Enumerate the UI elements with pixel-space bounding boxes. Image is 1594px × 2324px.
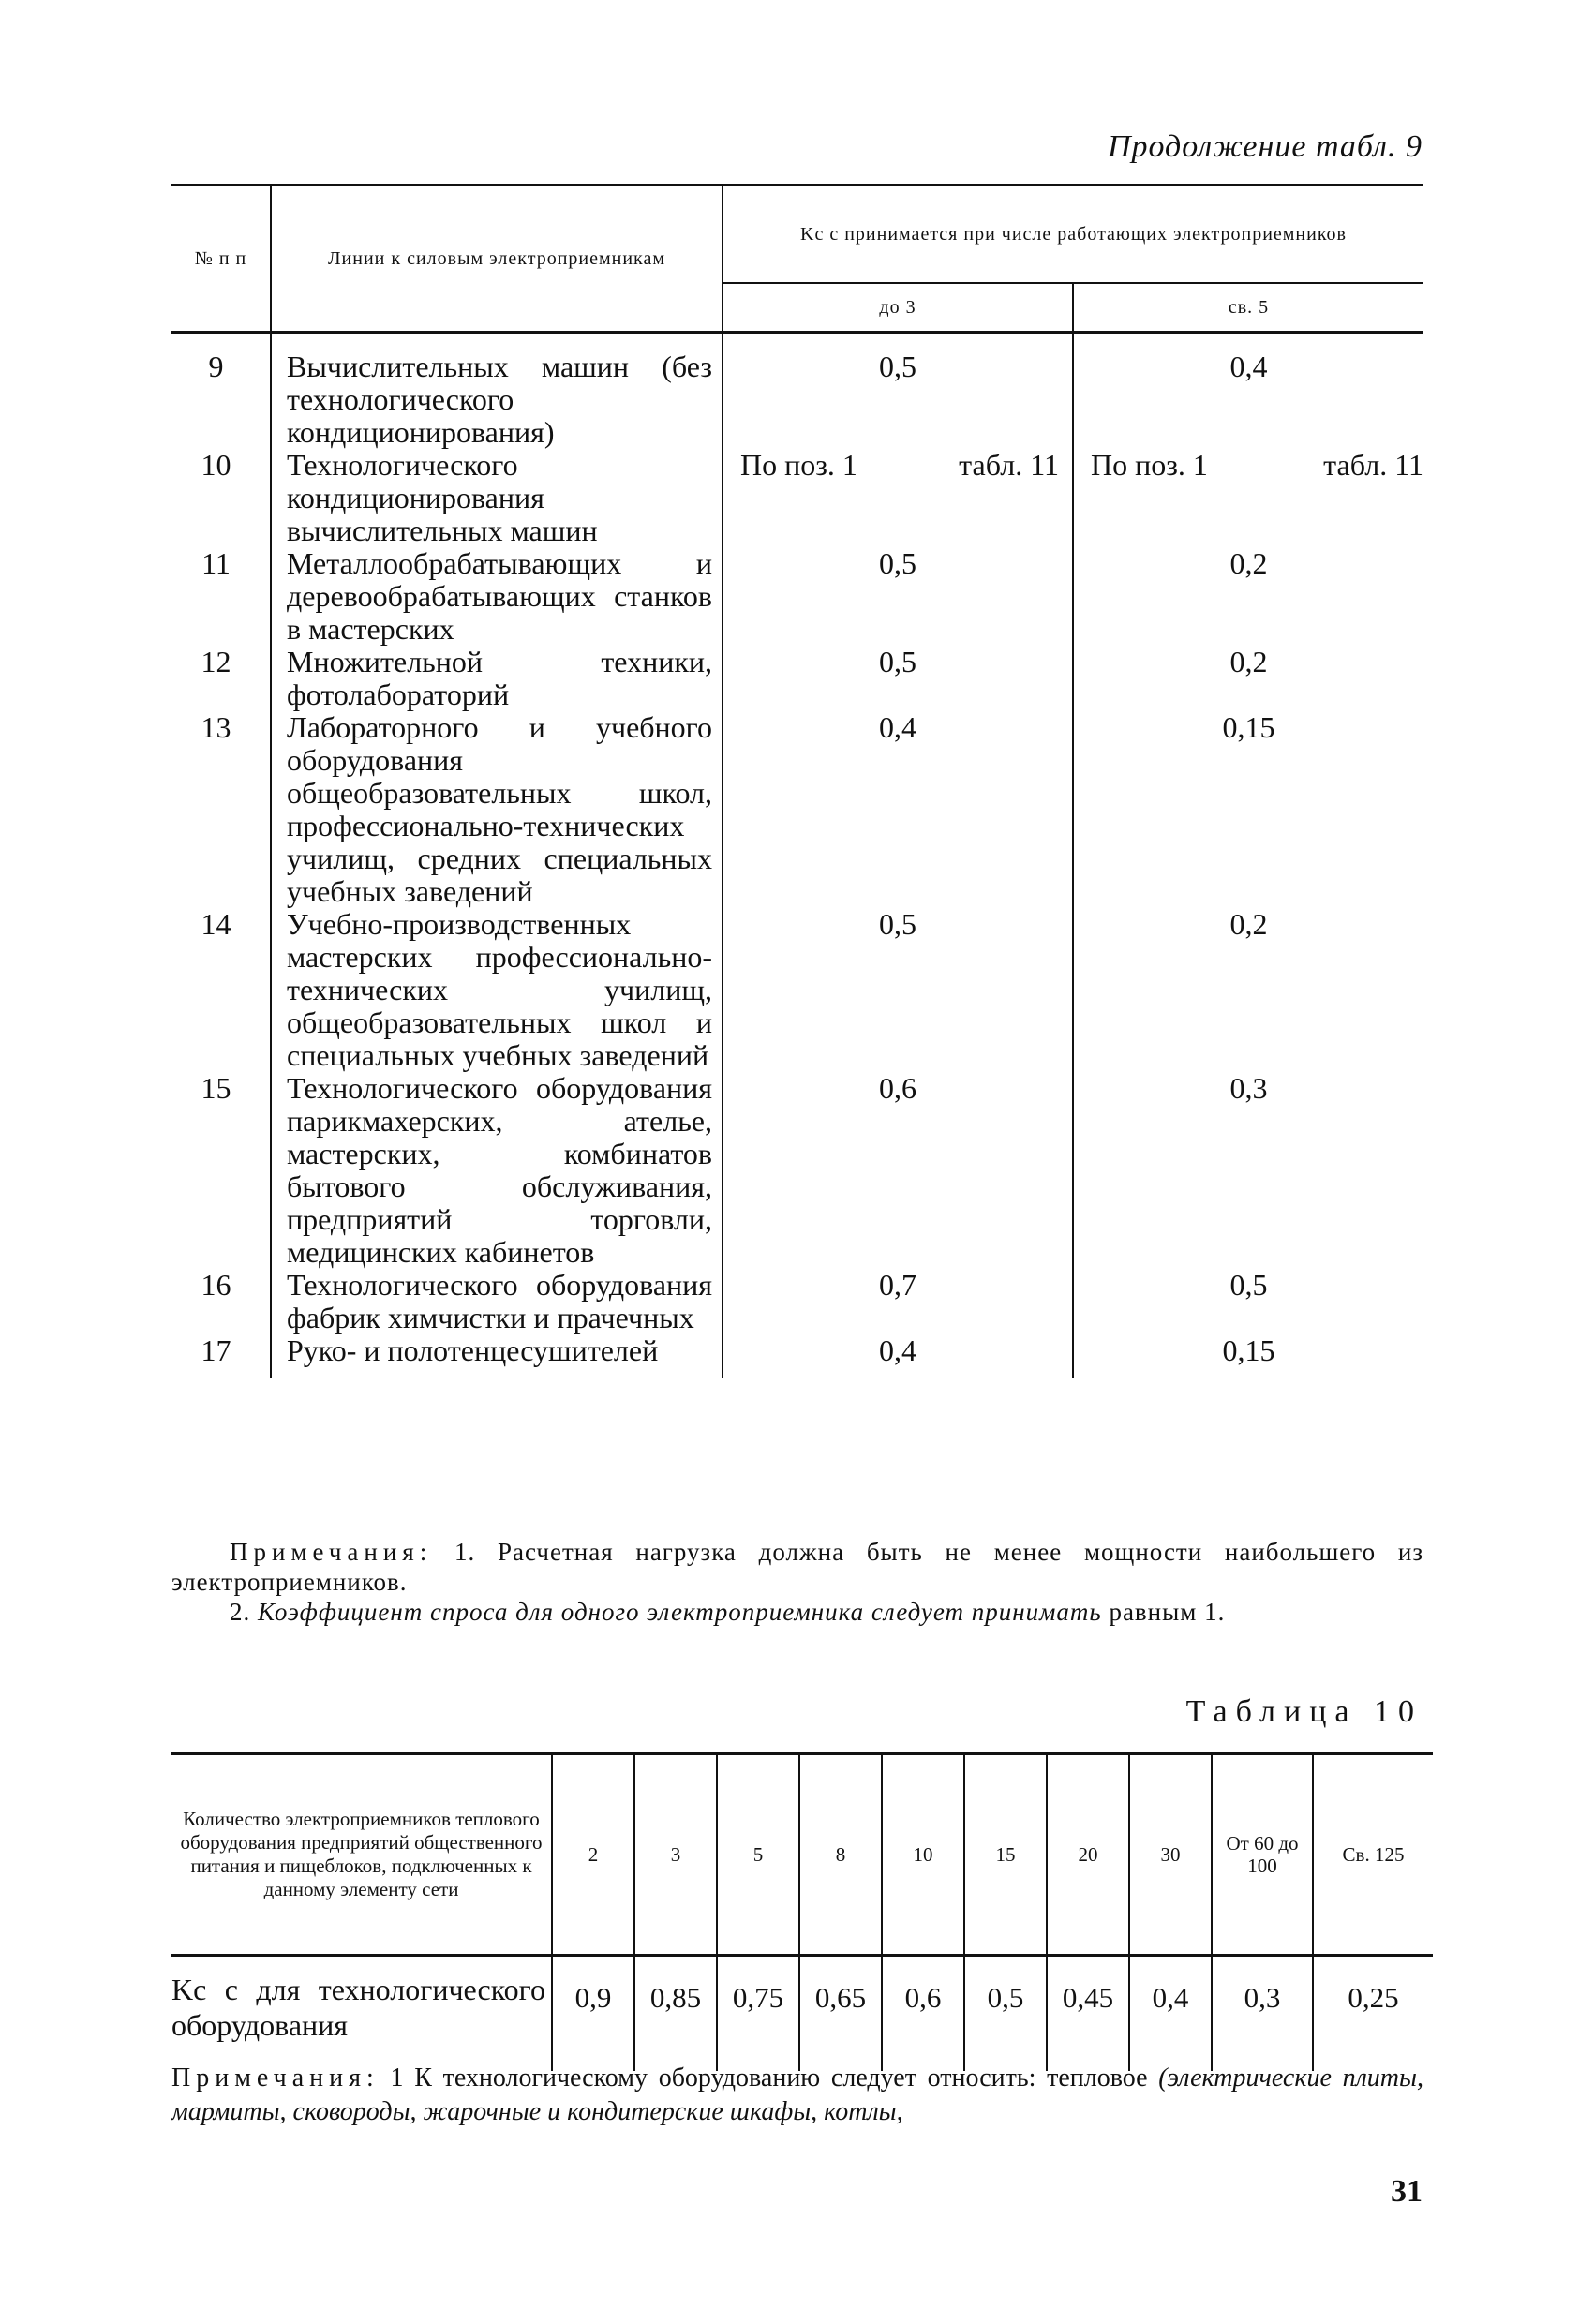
notes-table-9	[171, 1537, 1423, 1627]
ref-position: По поз. 1	[1091, 448, 1208, 482]
row-number: 9	[208, 350, 224, 383]
row-number: 10	[201, 448, 231, 482]
row-value-a: 0,7	[723, 1269, 1073, 1334]
row-value-b: 0,4	[1229, 350, 1268, 383]
row-number: 13	[201, 710, 231, 744]
row-value-a: 0,5	[723, 908, 1073, 1072]
row-value-b: 0,15	[1222, 710, 1275, 744]
row-value-a: 0,5	[723, 333, 1073, 450]
table-10-header-row	[171, 1754, 1433, 1956]
table-row	[171, 1072, 1423, 1269]
kc-value-cell: 0,9	[552, 1956, 634, 2072]
row-value-a: 0,5	[723, 646, 1073, 711]
row-number: 14	[201, 907, 231, 941]
table-10-value-row	[171, 1956, 1433, 2072]
continuation-title: Продолжение табл. 9	[1107, 129, 1423, 164]
row-value-b: 0,5	[1229, 1268, 1268, 1302]
ref-position: По поз. 1	[740, 448, 857, 482]
row-value-b	[1073, 449, 1423, 547]
row-number: 12	[201, 645, 231, 678]
header-lines: Линии к силовым электроприемникам	[271, 186, 723, 333]
count-cell: 5	[717, 1754, 799, 1956]
notes-label: Примечания:	[171, 2063, 380, 2093]
row-value-a: 0,4	[723, 1334, 1073, 1378]
row-description: Лабораторного и учебного оборудования общеобразовательных школ, профессионально-технических училищ, средних специальных учебных заведений	[271, 711, 723, 908]
header-kc-caption: Kс с принимается при числе работающих электроприемников	[723, 186, 1423, 284]
row-value-a: 0,5	[723, 547, 1073, 646]
note-text-italic: (электрические плиты, мармиты, сковороды, жарочные и кондитерские шкафы, котлы,	[171, 2063, 1423, 2126]
note-2-tail: равным 1.	[1109, 1598, 1226, 1626]
table-row	[171, 908, 1423, 1072]
table-row	[171, 333, 1423, 450]
count-cell: 8	[799, 1754, 882, 1956]
table-9	[171, 184, 1423, 1378]
row-description: Технологического оборудования фабрик химчистки и прачечных	[271, 1269, 723, 1334]
header-col-b: св. 5	[1073, 283, 1423, 333]
table-row	[171, 711, 1423, 908]
row-number: 15	[201, 1071, 231, 1105]
header-col-a: до 3	[723, 283, 1073, 333]
row-value-a	[723, 449, 1073, 547]
row-description: Руко- и полотенцесушителей	[271, 1334, 723, 1378]
row-description: Технологического кондиционирования вычислительных машин	[271, 449, 723, 547]
row-label: Kс с для технологического оборудования	[171, 1973, 545, 2042]
row-value-b: 0,2	[1229, 645, 1268, 678]
kc-value-cell: 0,4	[1129, 1956, 1212, 2072]
table-row	[171, 449, 1423, 547]
row-number: 11	[201, 546, 231, 580]
row-value-a: 0,6	[723, 1072, 1073, 1269]
notes-label: Примечания:	[230, 1538, 433, 1566]
count-cell: 15	[964, 1754, 1047, 1956]
table-row	[171, 547, 1423, 646]
row-value-b: 0,15	[1222, 1333, 1275, 1367]
note-2: Коэффициент спроса для одного электроприемника следует принимать	[258, 1598, 1102, 1626]
kc-value-cell: 0,75	[717, 1956, 799, 2072]
kc-value-cell: 0,85	[634, 1956, 717, 2072]
table-10	[171, 1752, 1433, 2071]
table-row	[171, 646, 1423, 711]
table-10-title: Таблица 10	[1185, 1694, 1423, 1729]
row-value-b: 0,3	[1229, 1071, 1268, 1105]
kc-value-cell: 0,3	[1212, 1956, 1313, 2072]
kc-value-cell: 0,65	[799, 1956, 882, 2072]
row-value-a: 0,4	[723, 711, 1073, 908]
row-value-b: 0,2	[1229, 546, 1268, 580]
count-cell: 10	[882, 1754, 964, 1956]
row-description: Технологического оборудования парикмахерских, ателье, мастерских, комбинатов бытового обслуживания, предприятий торговли, медицинских кабинетов	[271, 1072, 723, 1269]
note-text: 1 К технологическому оборудованию следует относить: тепловое	[390, 2063, 1148, 2093]
table-row	[171, 1269, 1423, 1334]
kc-value-cell: 0,6	[882, 1956, 964, 2072]
row-number: 16	[201, 1268, 231, 1302]
kc-value-cell: 0,5	[964, 1956, 1047, 2072]
header-label: Количество электроприемников теплового оборудования предприятий общественного питания и пищеблоков, подключенных к данному элементу сети	[171, 1754, 552, 1956]
table-row	[171, 1334, 1423, 1378]
count-cell: 30	[1129, 1754, 1212, 1956]
ref-table: табл. 11	[1323, 448, 1424, 482]
kc-value-cell: 0,45	[1047, 1956, 1129, 2072]
header-num: № п п	[171, 186, 271, 333]
count-cell: 2	[552, 1754, 634, 1956]
page-number: 31	[1391, 2174, 1423, 2209]
count-cell: Св. 125	[1313, 1754, 1433, 1956]
note-2-number: 2.	[230, 1598, 251, 1626]
count-cell: 20	[1047, 1754, 1129, 1956]
row-value-b: 0,2	[1229, 907, 1268, 941]
count-cell: От 60 до 100	[1212, 1754, 1313, 1956]
note-1: 1. Расчетная нагрузка должна быть не менее мощности наибольшего из электроприемников.	[171, 1538, 1424, 1596]
notes-table-10	[171, 2062, 1423, 2129]
row-description: Металлообрабатывающих и деревообрабатывающих станков в мастерских	[271, 547, 723, 646]
ref-table: табл. 11	[959, 448, 1059, 482]
row-number: 17	[201, 1333, 231, 1367]
row-description: Множительной техники, фотолабораторий	[271, 646, 723, 711]
kc-value-cell: 0,25	[1313, 1956, 1433, 2072]
count-cell: 3	[634, 1754, 717, 1956]
row-description: Учебно-производственных мастерских профессионально-технических училищ, общеобразовательных школ и специальных учебных заведений	[271, 908, 723, 1072]
row-description: Вычислительных машин (без технологического кондиционирования)	[271, 333, 723, 450]
